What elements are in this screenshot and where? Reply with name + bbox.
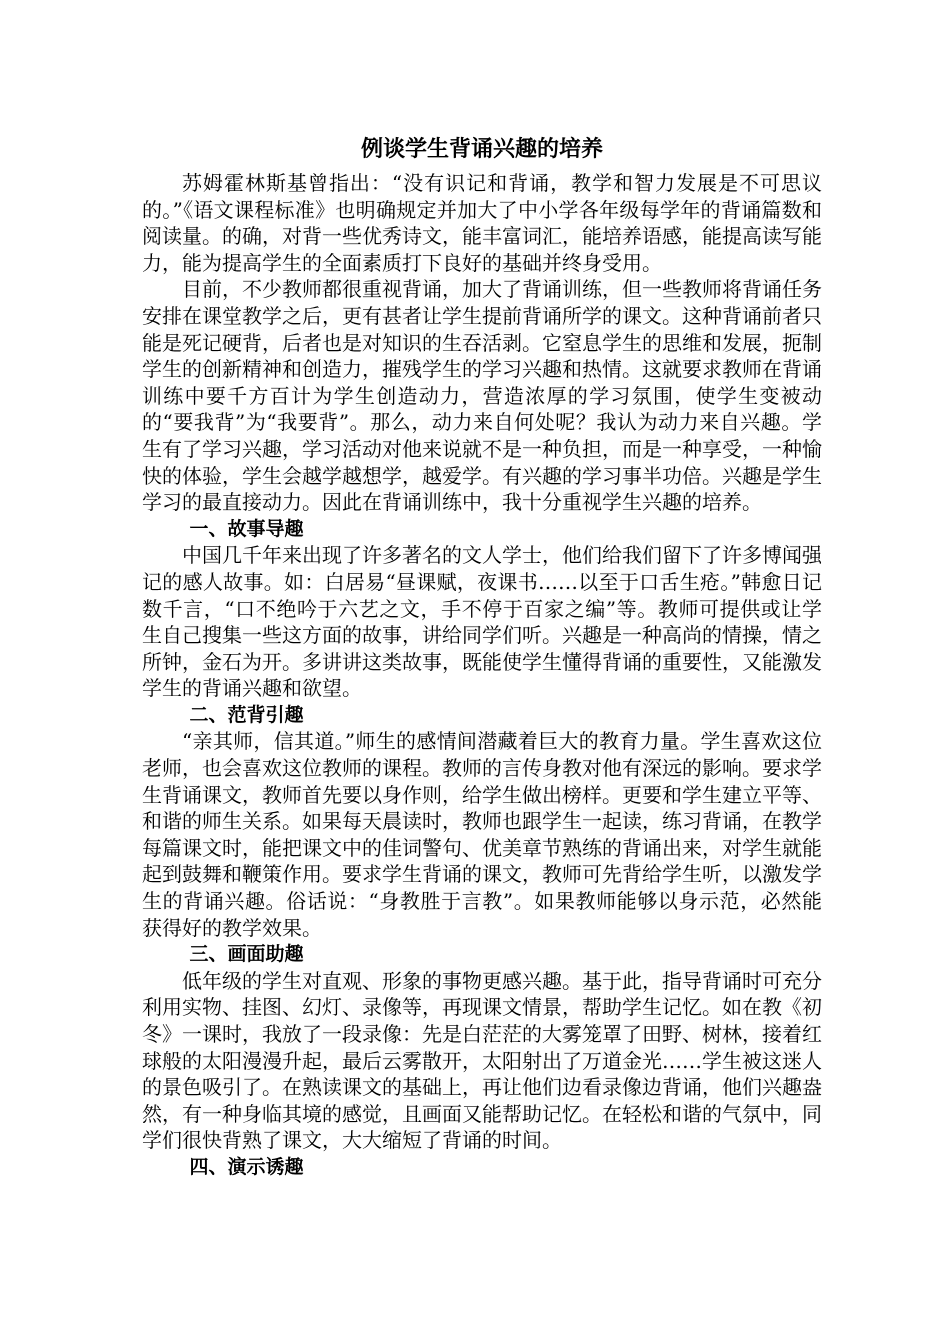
intro-paragraph-2: 目前，不少教师都很重视背诵，加大了背诵训练，但一些教师将背诵任务安排在课堂教学之后，更有甚者让学生提前背诵所学的课文。这种背诵前者只能是死记硬背，后者也是对知识的生吞活剥。它窒息学生的思维和发展，扼制学生的创新精神和创造力，摧残学生的学习兴趣和热情。这就要求教师在背诵训练中要千方百计为学生创造动力，营造浓厚的学习氛围，使学生变被动的“要我背”为“我要背”。那么，动力来自何处呢？我认为动力来自兴趣。学生有了学习兴趣，学习活动对他来说就不是一种负担，而是一种享受，一种愉快的体验，学生会越学越想学，越爱学。有兴趣的学习事半功倍。兴趣是学生学习的最直接动力。因此在背诵训练中，我十分重视学生兴趣的培养。 (142, 277, 822, 515)
intro-paragraph-1: 苏姆霍林斯基曾指出：“没有识记和背诵，教学和智力发展是不可思议的。”《语文课程标准》也明确规定并加大了中小学各年级每学年的背诵篇数和阅读量。的确，对背一些优秀诗文，能丰富词汇，能培养语感，能提高读写能力，能为提高学生的全面素质打下良好的基础并终身受用。 (142, 171, 822, 275)
section-heading-2: 二、范背引趣 (189, 703, 304, 726)
document-title: 例谈学生背诵兴趣的培养 (360, 137, 603, 162)
section-heading-1: 一、故事导趣 (189, 517, 304, 540)
section-heading-3: 三、画面助趣 (189, 943, 304, 966)
section-paragraph-2: “亲其师，信其道。”师生的感情间潜藏着巨大的教育力量。学生喜欢这位老师，也会喜欢这位教师的课程。教师的言传身教对他有深远的影响。要求学生背诵课文，教师首先要以身作则，给学生做出榜样。更要和学生建立平等、和谐的师生关系。如果每天晨读时，教师也跟学生一起读，练习背诵，在教学每篇课文时，能把课文中的佳词警句、优美章节熟练的背诵出来，对学生就能起到鼓舞和鞭策作用。要求学生背诵的课文，教师可先背给学生听，以激发学生的背诵兴趣。俗话说：“身教胜于言教”。如果教师能够以身示范，必然能获得好的教学效果。 (142, 729, 822, 940)
section-paragraph-3: 低年级的学生对直观、形象的事物更感兴趣。基于此，指导背诵时可充分利用实物、挂图、幻灯、录像等，再现课文情景，帮助学生记忆。如在教《初冬》一课时，我放了一段录像：先是白茫茫的大雾笼罩了田野、树林，接着红球般的太阳漫漫升起，最后云雾散开，太阳射出了万道金光……学生被这迷人的景色吸引了。在熟读课文的基础上，再让他们边看录像边背诵，他们兴趣盎然，有一种身临其境的感觉，且画面又能帮助记忆。在轻松和谐的气氛中，同学们很快背熟了课文，大大缩短了背诵的时间。 (142, 968, 822, 1153)
section-heading-4: 四、演示诱趣 (189, 1155, 304, 1178)
document-page (142, 130, 822, 1181)
section-paragraph-1: 中国几千年来出现了许多著名的文人学士，他们给我们留下了许多博闻强记的感人故事。如：白居易“昼课赋，夜课书……以至于口舌生疮。”韩愈日记数千言，“口不绝吟于六艺之文，手不停于百家之编”等。教师可提供或让学生自己搜集一些这方面的故事，讲给同学们听。兴趣是一种高尚的情操，情之所钟，金石为开。多讲讲这类故事，既能使学生懂得背诵的重要性，又能激发学生的背诵兴趣和欲望。 (142, 543, 822, 701)
